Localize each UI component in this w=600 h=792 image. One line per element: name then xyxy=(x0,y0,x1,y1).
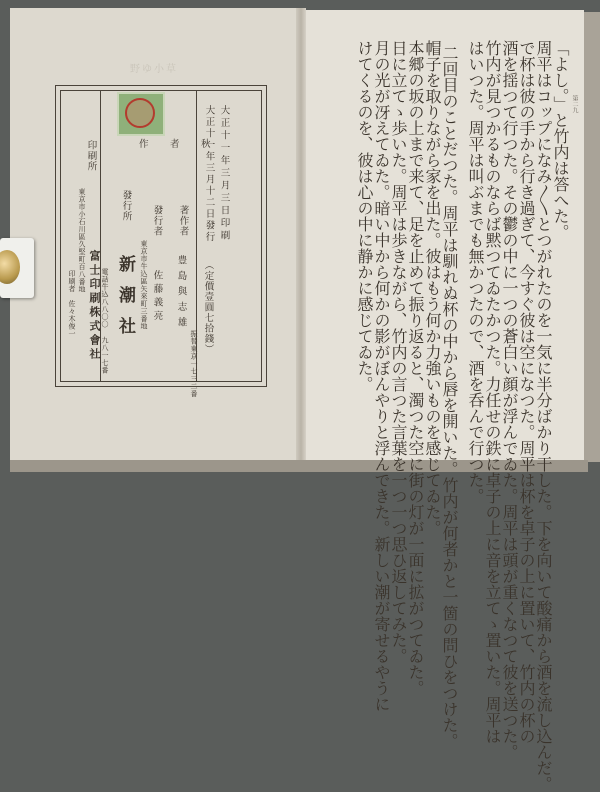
author-seal xyxy=(125,98,155,128)
body-line: 二回目のことだつた。周平は馴れぬ杯の中から唇を開いた。竹内が何者かと一箇の問ひをつけた。 xyxy=(440,45,459,749)
postal-transfer: 振替東京一七三二番 xyxy=(190,330,198,398)
stamp-caption: 作 者 秋 xyxy=(139,139,217,150)
book-gutter xyxy=(296,8,306,470)
revenue-stamp xyxy=(117,92,165,136)
date-published: 大正十一年三月十二日發行 xyxy=(203,105,215,243)
body-line: 本郷の坂の上まで来て、足を止めて振り返ると、濁つた空に街の灯が一面に拡がつてゐた。 xyxy=(406,40,425,696)
body-line: 酒を揺つて行つた。その鬱の中に一つの蒼白い顔が浮んでゐた。周平は頭が重くなつて彼を送つた。 xyxy=(500,40,519,760)
body-line: 周平はコップになみ〳〵とつがれたのを一気に半分ばかり干した。下を向いて酸痛から酒を流し込んだ。 xyxy=(534,40,553,792)
clip-ring xyxy=(0,250,20,284)
author-name: 豊島與志雄 xyxy=(175,255,187,333)
printer-name: 富士印刷株式會社 xyxy=(88,250,101,362)
author-label: 著作者 xyxy=(177,205,189,237)
publisher-label: 發行者 xyxy=(151,205,163,237)
body-line: 日に立てゝ歩いた。周平は歩きながら、竹内の言つた言葉を一つ一つ思ひ返してみた。 xyxy=(389,40,408,664)
body-line: 「よし。」と竹内は答へた。 xyxy=(551,40,570,240)
bleed-through-text: 野ゆ小草 xyxy=(130,64,178,75)
publisher-phone: 電話牛込八八〇〇 九八一七番 xyxy=(101,268,109,374)
publishing-house: 新潮社 xyxy=(115,255,135,348)
price: （定價壹圓七拾錢） xyxy=(202,260,214,355)
body-line: はいつた。周平は叫ぶまでも無かつたので、酒を呑んで行つた。 xyxy=(466,40,485,504)
body-line: けてくるのを、彼は心の中に静かに感じてゐた。 xyxy=(355,40,374,392)
body-line: 帽子を取りながら家を出た。彼はもう何か力強いものを感じてゐた。 xyxy=(423,40,442,536)
page-edges xyxy=(584,12,600,462)
printer-rep: 印刷者 佐々木俊一 xyxy=(68,270,76,338)
body-line: 竹内が見つかるものならば黙つてゐたかつた。力任せの鉄に卓子の上に音を立てゝ置いた。周平は xyxy=(483,40,502,744)
body-line: 月の光が冴えてゐた。暗い中から何かの影がぼんやりと浮んできた。新しい潮が寄せるやうに xyxy=(372,40,391,712)
body-line: で杯は彼の手から行き過ぎて、今すぐ彼は空になつた。周平は杯を卓子の上に置いて、竹内の杯の xyxy=(517,40,536,744)
publishing-house-label: 發行所 xyxy=(120,190,132,222)
date-printed: 大正十一年三月三日印刷 xyxy=(218,105,230,243)
printer-address: 東京市小石川區久堅町百八番地 xyxy=(78,188,86,293)
page-number: 第二九 xyxy=(571,95,578,113)
publisher-rep: 佐藤義亮 xyxy=(151,270,163,324)
publisher-address: 東京市牛込區矢來町三番地 xyxy=(140,240,148,330)
printer-heading: 印刷所 xyxy=(85,140,97,172)
binder-clip xyxy=(0,238,34,298)
